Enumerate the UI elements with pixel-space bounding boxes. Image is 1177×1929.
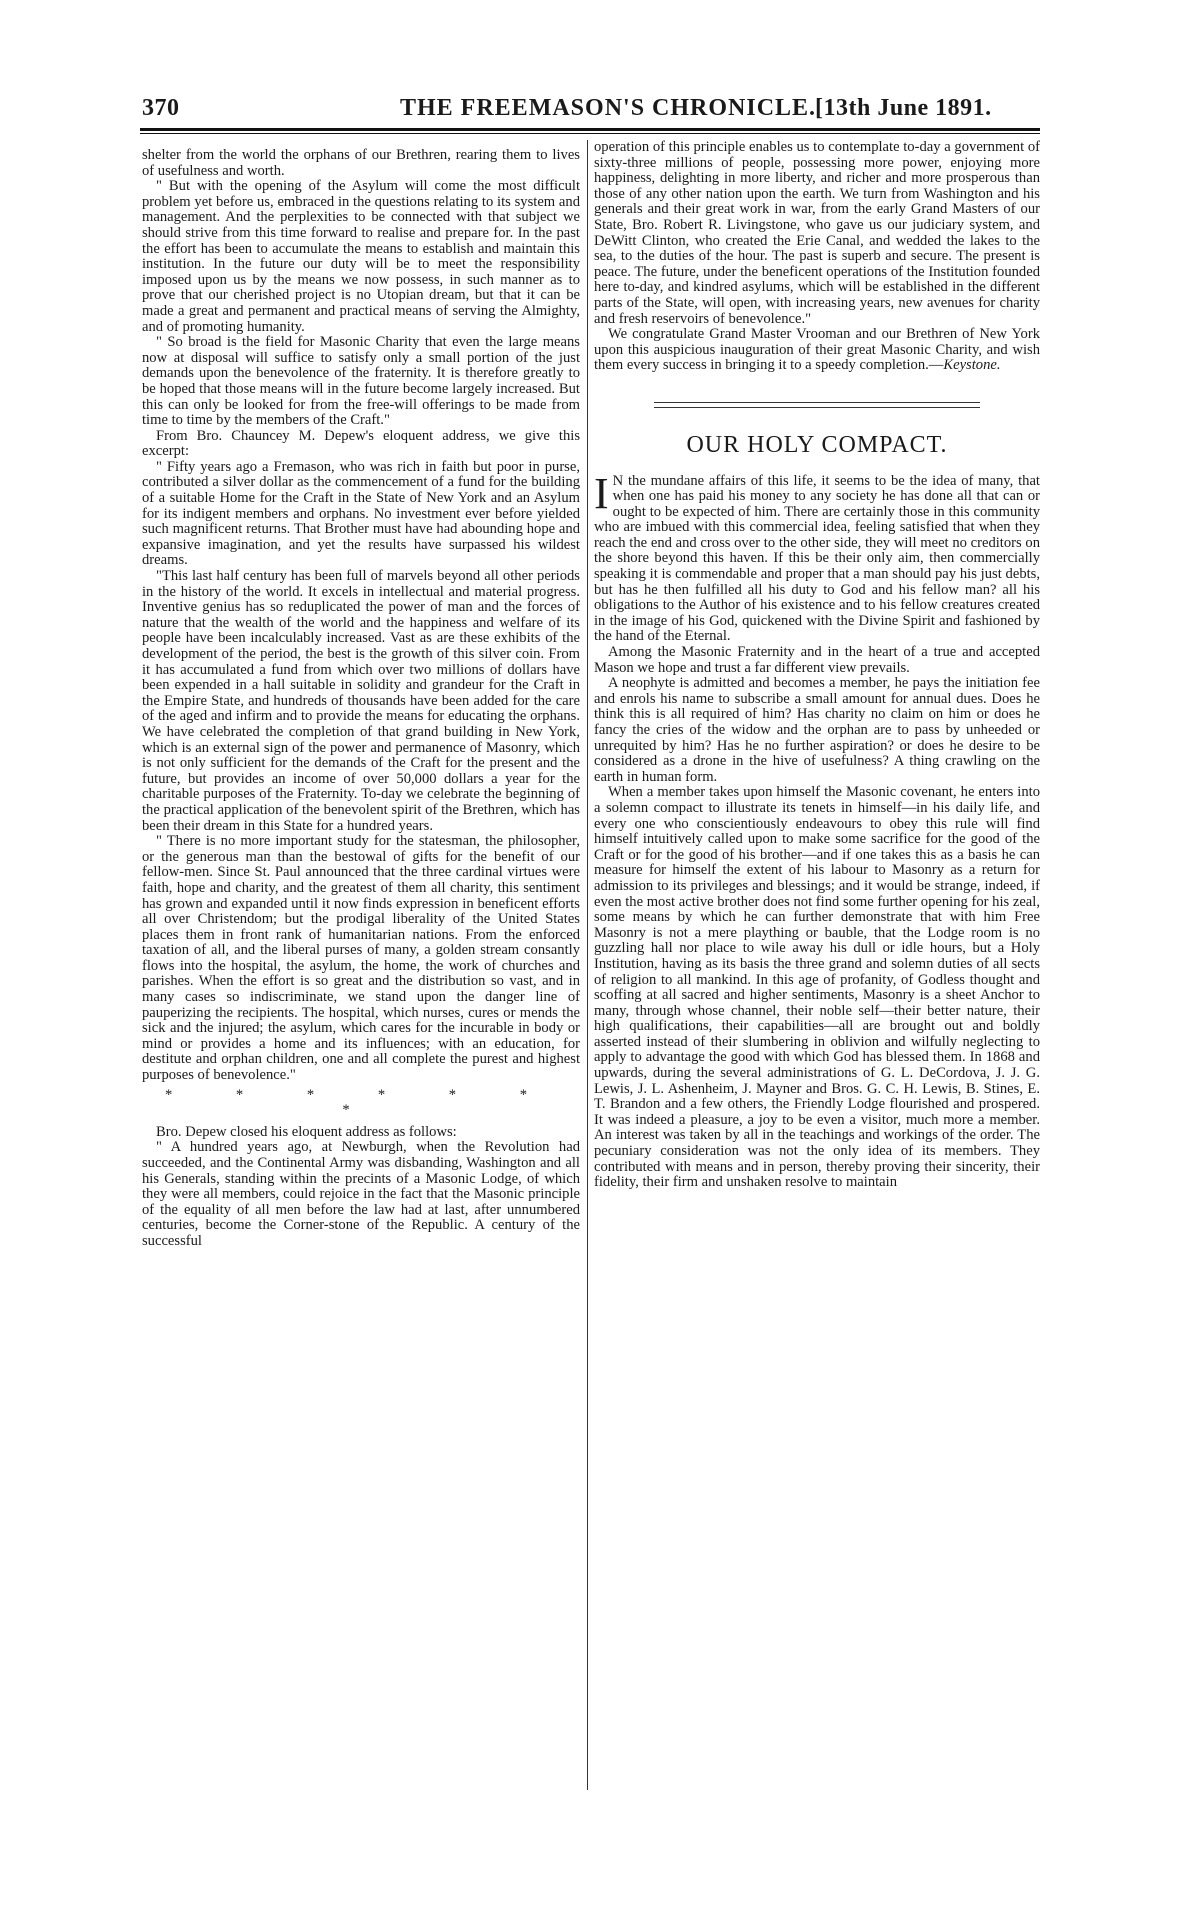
paragraph: " But with the opening of the Asylum will come the most difficult problem yet before us, embraced in the questions relating to its system and management. And the perplexities to be connected with that subject we should strive from this time forward to realise and prepare for. In the past the effort has been to accumulate the means to establish and maintain this institution. In the future our duty will be to meet the responsibility imposed upon us by the means we now possess, in such manner as to prove that our cherished project is no Utopian dream, but that it can be made a great and permanent and practical means of serving the Almighty, and of promoting humanity. bbox=[142, 178, 580, 335]
masthead-title: THE FREEMASON'S CHRONICLE. bbox=[400, 95, 817, 121]
paragraph: Bro. Depew closed his eloquent address as follows: bbox=[156, 1123, 457, 1140]
section-rule-thin bbox=[654, 407, 980, 408]
paragraph: A neophyte is admitted and becomes a member, he pays the initiation fee and enrols his name to subscribe a small amount for annual dues. Does he think this is all required of him? Has charity no claim on him or does he fancy the cries of the widow and the orphan are to pass by unheeded or unrequited by him? Has he no further aspiration? or does he desire to be considered as a drone in the hive of usefulness? A thing crawling on the earth in human form. bbox=[594, 675, 1040, 785]
column-divider bbox=[587, 140, 588, 1790]
paragraph: Among the Masonic Fraternity and in the heart of a true and accepted Mason we hope and trust a far different view prevails. bbox=[594, 644, 1040, 676]
paragraph bbox=[594, 327, 1040, 374]
closing-text: We congratulate Grand Master Vrooman and our Brethren of New York upon this auspicious inauguration of their great Masonic Charity, and wish them every success in bringing it to a speedy completion.— bbox=[594, 326, 1040, 374]
header-rule-thin bbox=[140, 133, 1040, 134]
paragraph: From Bro. Chauncey M. Depew's eloquent address, we give this excerpt: bbox=[142, 427, 580, 460]
source-signature: Keystone. bbox=[943, 357, 1001, 374]
article-title: OUR HOLY COMPACT. bbox=[686, 431, 948, 458]
page-number: 370 bbox=[142, 95, 180, 121]
paragraph bbox=[594, 468, 1040, 646]
section-stars: * * * * * * * bbox=[164, 1086, 558, 1119]
drop-cap: I bbox=[594, 468, 609, 518]
issue-date: [13th June 1891. bbox=[815, 95, 992, 121]
left-column bbox=[142, 148, 580, 1250]
right-column bbox=[594, 140, 1040, 1191]
paragraph: " So broad is the field for Masonic Charity that even the large means now at disposal will suffice to satisfy only a small portion of the just demands upon the benevolence of the fraternity. It is therefore greatly to be hoped that those means will in the future become largely increased. But this can only be looked for from the free-will offerings to be made from time to time by the members of the Craft." bbox=[142, 334, 580, 429]
paragraph: shelter from the world the orphans of our Brethren, rearing them to lives of usefulness and worth. bbox=[142, 147, 580, 179]
paragraph: " Fifty years ago a Fremason, who was rich in faith but poor in purse, contributed a silver dollar as the commencement of a fund for the building of a suitable Home for the Craft in the State of New York and an Asylum for its indigent members and orphans. No investment ever before yielded such magnificent returns. That Brother must have had abounding hope and expansive imagination, and yet the results have surpassed his wildest dreams. bbox=[142, 458, 580, 569]
paragraph: When a member takes upon himself the Masonic covenant, he enters into a solemn compact to illustrate its tenets in himself—in his daily life, and every one who conscientiously endeavours to obey this rule will find himself intuitively called upon to make some sacrifice for the good of the Craft or for the good of his brother—and if one takes this as a basis he can measure for himself the extent of his labour to Masonry as a return for admission to its privileges and blessings; and it would be strange, indeed, if even the most active brother does not find some further opening for his zeal, some means by which he can further demonstrate that with him Free Masonry is not a mere plaything or bauble, that the Lodge room is no guzzling hall nor place to wile away his dull or idle hours, but a Holy Institution, having as its basis the three grand and solemn duties of all sects of religion to all mankind. In this age of profanity, of Godless thought and scoffing at all sacred and higher sentiments, Masonry is a sheet Anchor to many, through whose channel, their noble self—their better nature, their high qualifications, their capabilities—all are brought out and boldly asserted instead of their slumbering in oblivion and wilfully neglecting to apply to advantage the good with which God has blessed them. In 1868 and upwards, during the several administrations of G. L. DeCordova, J. J. G. Lewis, J. L. Ashenheim, J. Mayner and Bros. G. C. H. Lewis, B. Stines, E. T. Brandon and a few others, the Friendly Lodge flourished and prospered. It was indeed a pleasure, a joy to be even a visitor, much more a member. An interest was taken by all in the teachings and workings of the order. The pecuniary consideration was not the only idea of its members. They contributed with means and in person, thereby proving their sincerity, their fidelity, their firm and unshaken resolve to maintain bbox=[594, 784, 1040, 1191]
paragraph: " There is no more important study for the statesman, the philosopher, or the generous man than the bestowal of gifts for the benefit of our fellow-men. Since St. Paul announced that the three cardinal virtues were faith, hope and charity, and the greatest of them all charity, this sentiment has grown and expanded until it now finds expression in beneficent efforts all over Christendom; but the prodigal liberality of the United States places them in front rank of humanitarian nations. From the enforced taxation of all, and the liberal purses of many, a golden stream consantly flows into the hospital, the asylum, the home, the work of churches and parishes. When the effort is so great and the distribution so vast, and in many cases so indiscriminate, we stand upon the danger line of pauperizing the recipients. The hospital, which nurses, cures or mends the sick and the injured; the asylum, which cares for the incurable in body or mind or provides a home and its influences; with an education, for destitute and orphan children, one and all complete the purest and highest purposes of benevolence." bbox=[142, 833, 580, 1084]
section-rule bbox=[654, 402, 980, 403]
lead-text: N the mundane affairs of this life, it seems to be the idea of many, that when one has paid his money to any society he has done all that can or ought to be expected of him. There are certainly those in this community who are imbued with this commercial idea, feeling satisfied that when they reach the end and cross over to the other side, they will meet no creditors on the shore beyond this haven. If this be their only aim, then commercially speaking it is commendable and proper that a man should pay his just debts, but has he then fulfilled all his duty to God and his fellow man? all his obligations to the Author of his existence and to his fellow creatures created in the image of his God, quickened with the Divine Spirit and fashioned by the hand of the Eternal. bbox=[594, 472, 1040, 645]
paragraph: operation of this principle enables us to contemplate to-day a government of sixty-three millions of people, possessing more power, enjoying more happiness, delighting in more liberty, and richer and more prosperous than those of any other nation upon the earth. We turn from Washington and his generals and their great work in war, from the early Grand Masters of our State, Bro. Robert R. Livingstone, who gave us our judiciary system, and DeWitt Clinton, who created the Erie Canal, and wedded the lakes to the sea, to the duties of the hour. The past is superb and secure. The present is peace. The future, under the beneficent operations of the Institution founded here to-day, and kindred asylums, which will be established in the different parts of the State, will open, with increasing years, new avenues for charity and fresh reservoirs of benevolence." bbox=[594, 139, 1040, 327]
header-rule bbox=[140, 128, 1040, 131]
paragraph: " A hundred years ago, at Newburgh, when the Revolution had succeeded, and the Continental Army was disbanding, Washington and all his Generals, standing within the precints of a Masonic Lodge, of which they were all members, could rejoice in the fact that the Masonic principle of the equality of all men before the law had at last, after unnumbered centuries, become the Corner-stone of the Republic. A century of the successful bbox=[142, 1139, 580, 1249]
paragraph: "This last half century has been full of marvels beyond all other periods in the history of the world. It excels in intellectual and material progress. Inventive genius has so reduplicated the power of man and the forces of nature that the wealth of the world and the happiness and welfare of its people have been incalculably increased. Vast as are these exhibits of the development of the period, the best is the growth of this silver coin. From it has accumulated a fund from which over two millions of dollars have been expended in a hall suitable in solidity and grandeur for the Craft in the Empire State, and hundreds of thousands have been added for the care of the aged and infirm and to provide the means for educating the orphans. We have celebrated the completion of that grand building in New York, which is an external sign of the power and permanence of Masonry, which is not only sufficient for the demands of the Craft for the present and the future, but provides an income of over 50,000 dollars a year for the charitable purposes of the Fraternity. To-day we celebrate the beginning of the practical application of the benevolent spirit of the Brethren, which has been their dream in this State for a hundred years. bbox=[142, 568, 580, 834]
